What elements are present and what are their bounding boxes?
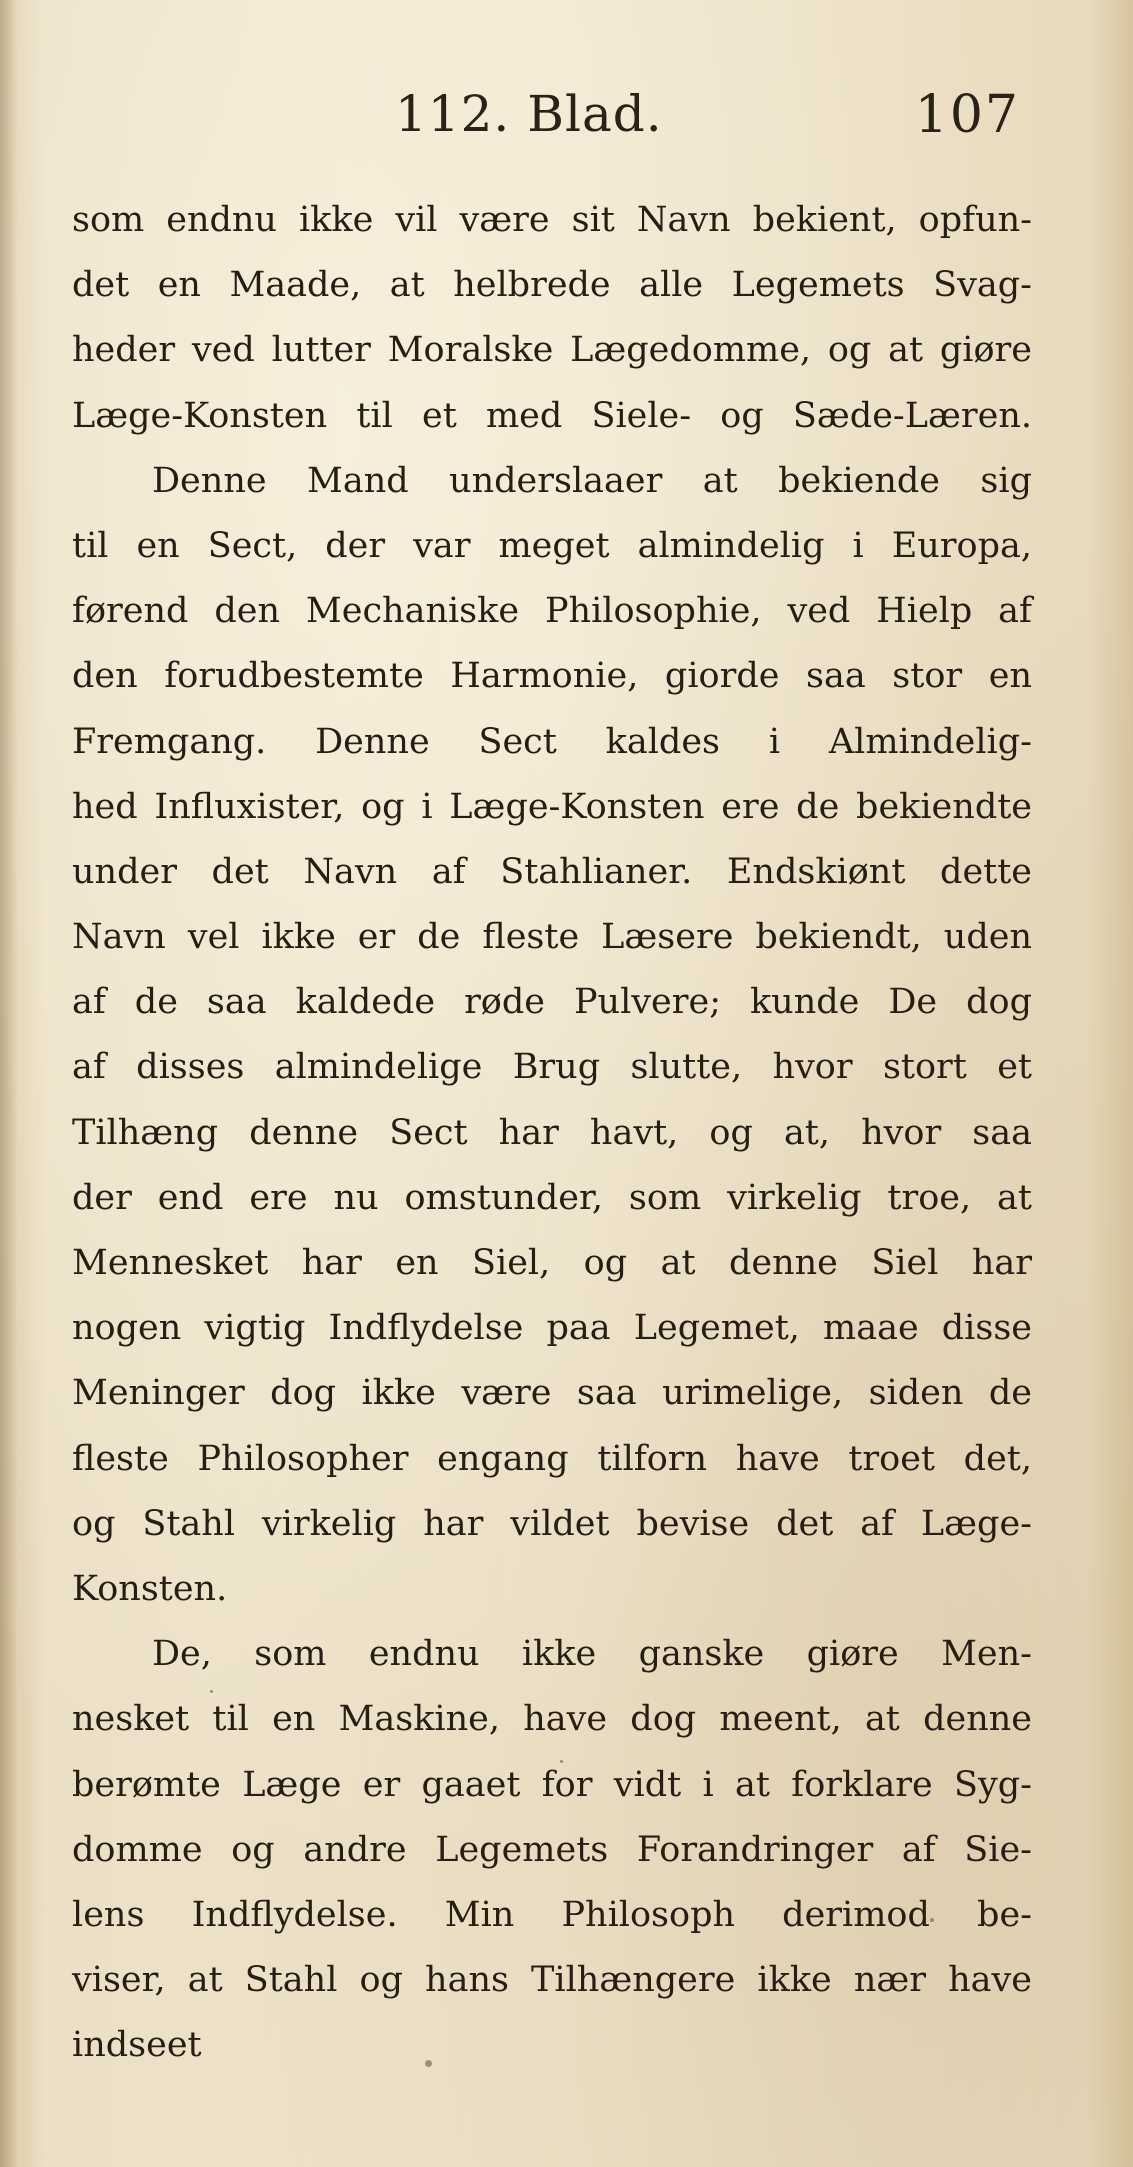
text-line: Fremgang. Denne Sect kaldes i Almindelig- <box>72 721 1032 762</box>
paragraph-start-line: De, som endnu ikke ganske giøre Men- <box>152 1634 1032 1675</box>
text-line: Læge-Konsten til et med Siele- og Sæde-Læren. <box>72 395 1032 436</box>
text-line: af disses almindelige Brug slutte, hvor stort et <box>72 1047 1032 1088</box>
binding-shadow <box>0 0 18 2167</box>
page-number: 107 <box>914 85 1020 145</box>
text-line: til en Sect, der var meget almindelig i Europa, <box>72 525 1032 566</box>
paragraph-start-line: Denne Mand underslaaer at bekiende sig <box>152 460 1032 501</box>
text-line: nesket til en Maskine, have dog meent, at denne <box>72 1699 1032 1740</box>
text-line: hed Influxister, og i Læge-Konsten ere de bekiendte <box>72 786 1032 827</box>
text-line: berømte Læge er gaaet for vidt i at forklare Syg- <box>72 1764 1032 1805</box>
text-line: af de saa kaldede røde Pulvere; kunde De dog <box>72 982 1032 1023</box>
text-line: Meninger dog ikke være saa urimelige, siden de <box>72 1373 1032 1414</box>
text-line: Tilhæng denne Sect har havt, og at, hvor saa <box>72 1112 1032 1153</box>
text-line: der end ere nu omstunder, som virkelig troe, at <box>72 1177 1032 1218</box>
text-line: og Stahl virkelig har vildet bevise det af Læge- <box>72 1503 1032 1544</box>
text-line: heder ved lutter Moralske Lægedomme, og at giøre <box>72 330 1032 371</box>
text-line: nogen vigtig Indflydelse paa Legemet, maae disse <box>72 1308 1032 1349</box>
paragraph-end-line: Konsten. <box>72 1568 228 1609</box>
text-line: som endnu ikke vil være sit Navn bekient, opfun- <box>72 200 1032 240</box>
catchword: indseet <box>72 2025 202 2066</box>
body-text <box>72 188 1032 2078</box>
text-line: det en Maade, at helbrede alle Legemets Svag- <box>72 265 1032 306</box>
text-line: under det Navn af Stahlianer. Endskiønt dette <box>72 851 1032 892</box>
text-line: lens Indflydelse. Min Philosoph derimod be- <box>72 1894 1032 1935</box>
text-line: Mennesket har en Siel, og at denne Siel har <box>72 1243 1032 1283</box>
text-line: fleste Philosopher engang tilforn have troet det, <box>72 1438 1032 1479</box>
signature-mark: 112. Blad. <box>395 85 663 143</box>
text-line: Navn vel ikke er de fleste Læsere bekiendt, uden <box>72 917 1032 958</box>
text-line: domme og andre Legemets Forandringer af Sie- <box>72 1829 1032 1870</box>
text-line: den forudbestemte Harmonie, giorde saa stor en <box>72 656 1032 697</box>
running-header <box>70 85 1025 155</box>
text-line: viser, at Stahl og hans Tilhængere ikke nær have <box>72 1960 1032 2001</box>
text-line: førend den Mechaniske Philosophie, ved Hielp af <box>72 591 1032 632</box>
